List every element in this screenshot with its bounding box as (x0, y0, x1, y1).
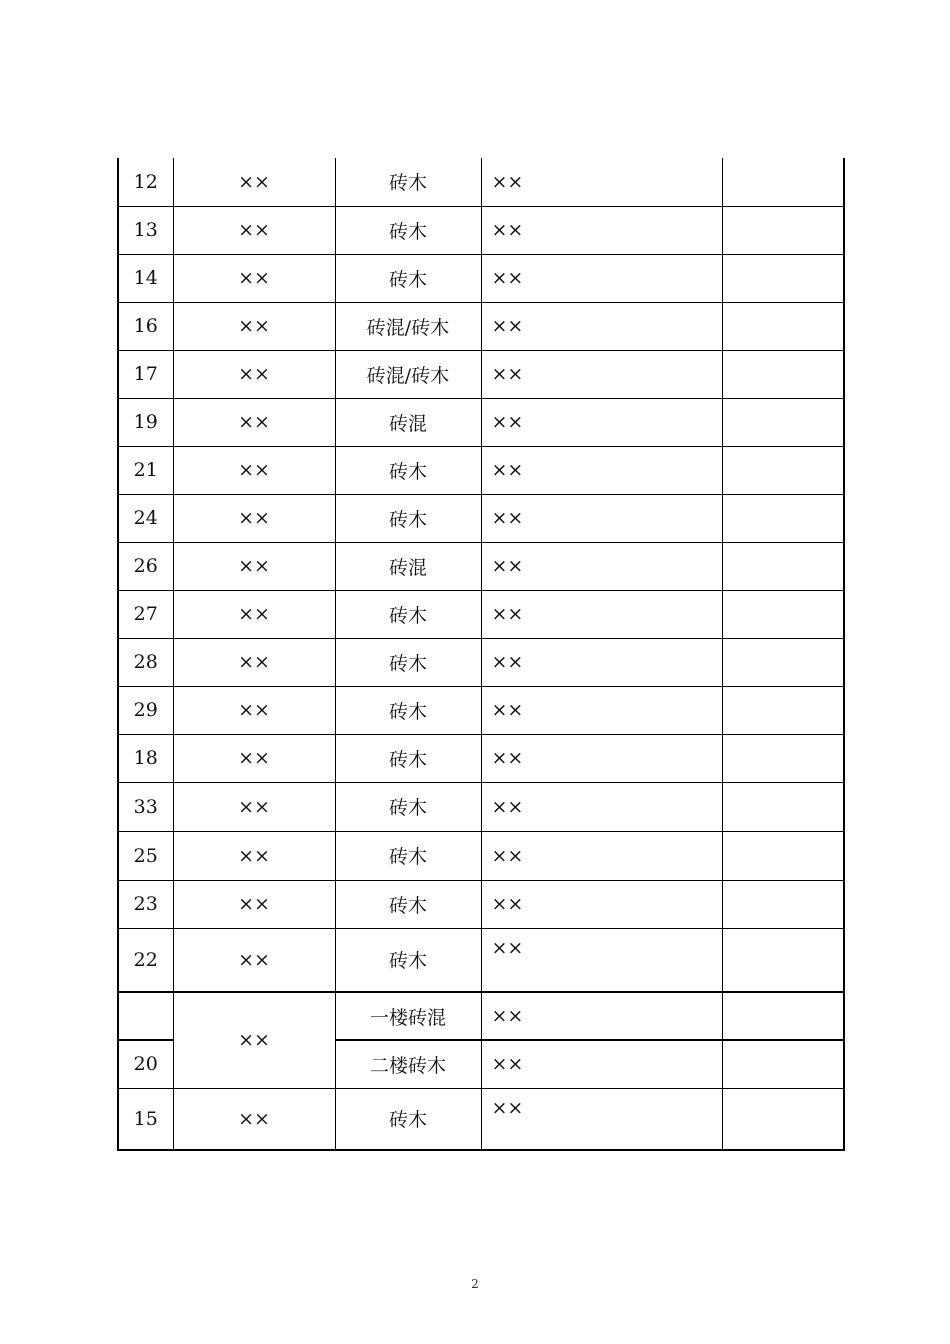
detail-cell: ×× (481, 734, 722, 782)
building-name: ×× (173, 928, 335, 992)
remark-cell (722, 398, 844, 446)
building-name: ×× (173, 446, 335, 494)
building-name: ×× (173, 158, 335, 206)
building-name: ×× (173, 398, 335, 446)
row-number: 12 (118, 158, 173, 206)
structure-type: 砖混 (335, 398, 481, 446)
row-number: 15 (118, 1088, 173, 1150)
detail-cell: ×× (481, 880, 722, 928)
table-row (118, 398, 844, 446)
detail-cell: ×× (481, 302, 722, 350)
structure-type: 砖木 (335, 446, 481, 494)
detail-cell: ×× (481, 206, 722, 254)
remark-cell (722, 542, 844, 590)
structure-type: 砖木 (335, 206, 481, 254)
table-row (118, 542, 844, 590)
table-row (118, 494, 844, 542)
row-number: 26 (118, 542, 173, 590)
building-name: ×× (173, 254, 335, 302)
table-row (118, 590, 844, 638)
table-row (118, 350, 844, 398)
structure-type: 砖木 (335, 158, 481, 206)
detail-cell: ×× (481, 590, 722, 638)
row-number (118, 992, 173, 1040)
structure-type: 砖木 (335, 494, 481, 542)
page-number: 2 (471, 1277, 479, 1291)
detail-cell: ×× (481, 782, 722, 831)
structure-type: 砖木 (335, 686, 481, 734)
structure-type: 砖木 (335, 782, 481, 831)
detail-cell: ×× (481, 686, 722, 734)
remark-cell (722, 638, 844, 686)
table-row (118, 254, 844, 302)
row-number: 21 (118, 446, 173, 494)
row-number: 19 (118, 398, 173, 446)
table-row (118, 638, 844, 686)
remark-cell (722, 782, 844, 831)
detail-cell: ×× (481, 831, 722, 880)
table-row (118, 206, 844, 254)
structure-type: 砖混/砖木 (335, 302, 481, 350)
detail-cell: ×× (481, 992, 722, 1040)
remark-cell (722, 206, 844, 254)
row-number: 18 (118, 734, 173, 782)
structure-type: 一楼砖混 (335, 992, 481, 1040)
structure-type: 二楼砖木 (335, 1040, 481, 1088)
building-name: ×× (173, 1088, 335, 1150)
structure-type: 砖木 (335, 831, 481, 880)
building-name: ×× (173, 350, 335, 398)
building-name: ×× (173, 992, 335, 1088)
remark-cell (722, 302, 844, 350)
remark-cell (722, 992, 844, 1040)
remark-cell (722, 831, 844, 880)
building-structure-table (117, 158, 845, 1151)
building-name: ×× (173, 494, 335, 542)
remark-cell (722, 880, 844, 928)
building-name: ×× (173, 686, 335, 734)
detail-cell: ×× (481, 398, 722, 446)
row-number: 25 (118, 831, 173, 880)
detail-cell: ×× (481, 542, 722, 590)
structure-type: 砖木 (335, 734, 481, 782)
row-number: 17 (118, 350, 173, 398)
table-row (118, 302, 844, 350)
detail-cell: ×× (481, 1040, 722, 1088)
table-row (118, 446, 844, 494)
structure-type: 砖木 (335, 638, 481, 686)
table-row (118, 831, 844, 880)
remark-cell (722, 686, 844, 734)
structure-type: 砖混/砖木 (335, 350, 481, 398)
remark-cell (722, 254, 844, 302)
remark-cell (722, 590, 844, 638)
building-name: ×× (173, 206, 335, 254)
row-number: 23 (118, 880, 173, 928)
building-name: ×× (173, 782, 335, 831)
remark-cell (722, 1040, 844, 1088)
row-number: 29 (118, 686, 173, 734)
building-name: ×× (173, 542, 335, 590)
row-number: 13 (118, 206, 173, 254)
table-row (118, 686, 844, 734)
row-number: 20 (118, 1040, 173, 1088)
detail-cell: ×× (481, 350, 722, 398)
building-name: ×× (173, 880, 335, 928)
remark-cell (722, 350, 844, 398)
building-name: ×× (173, 831, 335, 880)
detail-cell: ×× (481, 928, 722, 992)
table-row (118, 928, 844, 992)
structure-type: 砖木 (335, 928, 481, 992)
detail-cell: ×× (481, 494, 722, 542)
remark-cell (722, 1088, 844, 1150)
structure-type: 砖混 (335, 542, 481, 590)
remark-cell (722, 494, 844, 542)
table-row (118, 1088, 844, 1150)
row-number: 14 (118, 254, 173, 302)
table-row (118, 734, 844, 782)
table-row (118, 992, 844, 1040)
table-row (118, 782, 844, 831)
remark-cell (722, 446, 844, 494)
structure-type: 砖木 (335, 590, 481, 638)
row-number: 33 (118, 782, 173, 831)
remark-cell (722, 734, 844, 782)
remark-cell (722, 158, 844, 206)
structure-type: 砖木 (335, 254, 481, 302)
table-row (118, 158, 844, 206)
row-number: 28 (118, 638, 173, 686)
table-row (118, 880, 844, 928)
detail-cell: ×× (481, 1088, 722, 1150)
building-name: ×× (173, 734, 335, 782)
building-name: ×× (173, 302, 335, 350)
row-number: 16 (118, 302, 173, 350)
building-name: ×× (173, 590, 335, 638)
row-number: 22 (118, 928, 173, 992)
row-number: 24 (118, 494, 173, 542)
building-name: ×× (173, 638, 335, 686)
detail-cell: ×× (481, 254, 722, 302)
structure-type: 砖木 (335, 880, 481, 928)
detail-cell: ×× (481, 158, 722, 206)
row-number: 27 (118, 590, 173, 638)
detail-cell: ×× (481, 446, 722, 494)
structure-type: 砖木 (335, 1088, 481, 1150)
remark-cell (722, 928, 844, 992)
detail-cell: ×× (481, 638, 722, 686)
